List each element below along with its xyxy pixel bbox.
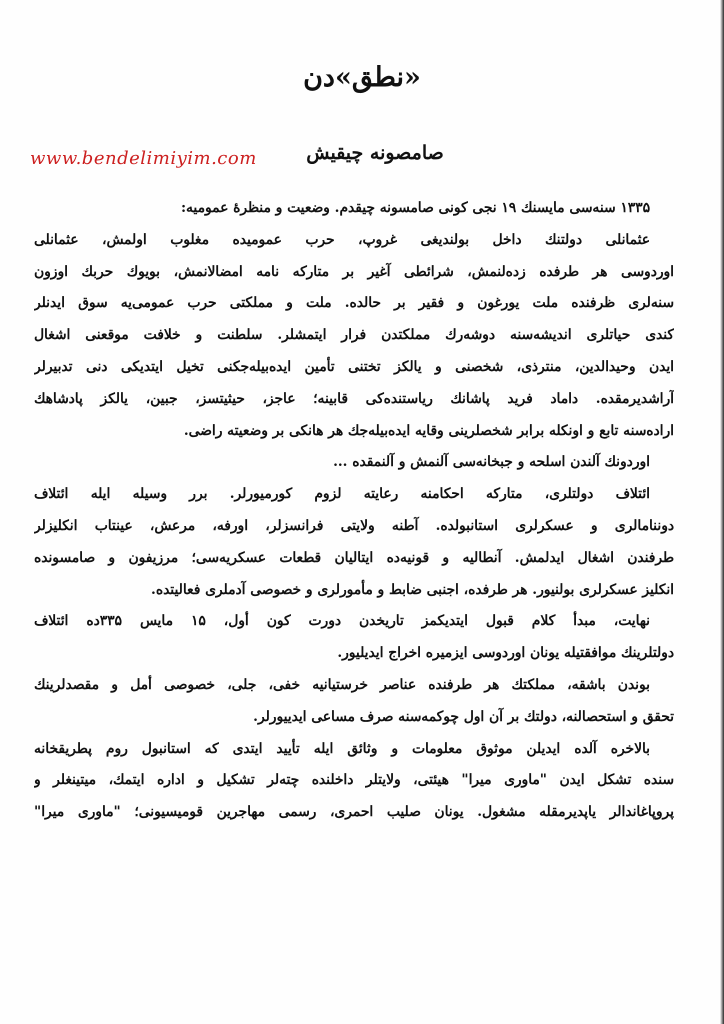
text-line: آراشدیرمقده. داماد فرید پاشانك ریاستنده‌کی قابینه؛ عاجز، حیثیتسز، جبین، یالکز پادشاهك — [34, 390, 674, 407]
text-line: بوندن باشقه، مملکتك هر طرفنده عناصر خرستیانیه خفی، جلی، خصوصی أمل و مقصدلرینك — [34, 676, 650, 693]
text-line: دوننامالری و عسکرلری استانبولده. آطنه ولایتی فرانسزلر، اورفه، مرعش، عینتاب انکلیزلر — [34, 517, 674, 534]
text-line: کندی حیاتلری اندیشه‌سنه دوشه‌رك مملکتدن فرار ایتمشلر. سلطنت و خلافت موقعنی اشغال — [34, 327, 674, 344]
text-line: پروپاغاندالر یاپدیرمقله مشغول. یونان صلیب احمری، رسمی مهاجرین قومیسیونی؛ "ماوری میرا" — [34, 804, 674, 821]
text-line: عثمانلی دولتنك داخل بولندیغی غروپ، حرب عمومیده مغلوب اولمش، عثمانلی — [34, 231, 650, 248]
text-line: نهایت، مبدأ کلام قبول ایتدیکمز تاریخدن دورت کون أول، ۱۵ مایس ۳۳۵ده ائتلاف — [34, 613, 650, 630]
text-line: دولتلرینك موافقتیله یونان اوردوسی ایزمیره اخراج ایدیلیور. — [337, 645, 674, 662]
page-title: «نطق»دن — [303, 62, 421, 93]
watermark-url: www.bendelimiyim.com — [30, 148, 257, 169]
text-line: تحقق و استحصالنه، دولتك بر آن اول چوکمه‌سنه صرف مساعی ایدییورلر. — [253, 708, 674, 725]
text-line: ائتلاف دولتلری، متارکه احکامنه رعایته لزوم کورمیورلر. برر وسیله ایله ائتلاف — [34, 486, 650, 503]
text-line: طرفندن اشغال ایدلمش. آنطالیه و قونیه‌ده ایتالیان قطعات عسکریه‌سی؛ مرزیفون و صامسونده — [34, 549, 674, 566]
text-line: ایدن وحیدالدین، منترذی، شخصنی و یالکز تختنی تأمین ایده‌بیله‌جکنی تخیل ایتدیکی دنی تدبیرلر — [34, 358, 674, 375]
text-line: اوردونك آلندن اسلحه و جبخانه‌سی آلنمش و آلنمقده ... — [333, 454, 650, 471]
page-edge-shadow — [720, 0, 724, 1024]
text-line: سنه‌لری ظرفنده ملت یورغون و فقیر بر حالده. ملت و مملکتی حرب عمومی‌یه سوق ایدنلر — [34, 295, 674, 312]
text-line: اراده‌سنه تابع و اونکله برابر شخصلرینی وقایه ایده‌بیله‌جك هر هانکی بر وضعیته راضی. — [183, 422, 674, 439]
section-heading: صامصونه چیقیش — [306, 142, 444, 164]
text-line: انکلیز عسکرلری بولنیور. هر طرفده، اجنبی ضابط و مأمورلری و خصوصی آدملری فعالیتده. — [151, 581, 674, 598]
text-line: اوردوسی هر طرفده زده‌لنمش، شرائطی آغیر بر متارکه نامه امضالانمش، بویوك حربك اوزون — [34, 263, 674, 280]
text-line: بالاخره آلده ایدیلن موثوق معلومات و وثائق ایله تأیید ایتدی که استانبول روم پطریقخانه — [34, 740, 650, 757]
text-line: ۱۳۳۵ سنه‌سی مایسنك ۱۹ نجی کونی صامسونه چیقدم. وضعیت و منظرهٔ عمومیه: — [180, 200, 650, 216]
body-text — [34, 193, 674, 829]
text-line: سنده تشکل ایدن "ماوری میرا" هیئتی، ولایتلر داخلنده چته‌لر تشکیل و اداره ایتمك، میتینغلر و — [34, 772, 674, 789]
